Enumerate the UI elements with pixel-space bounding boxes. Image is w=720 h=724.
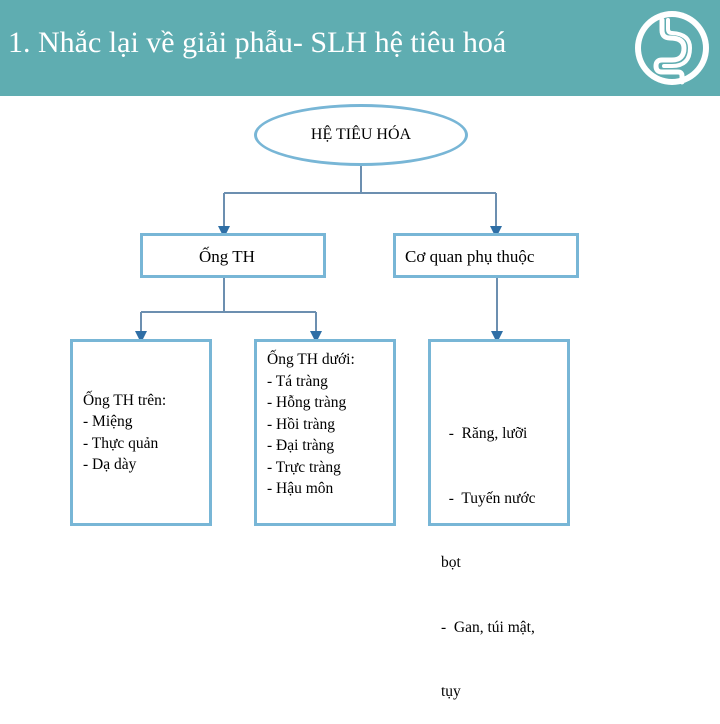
lower-tract-title: Ống TH dưới:	[267, 351, 355, 368]
list-item: - Hồi tràng	[267, 415, 336, 433]
lower-tract-node	[254, 339, 396, 526]
list-item: - Dạ dày	[83, 456, 137, 473]
upper-tract-node	[70, 339, 212, 526]
root-label: HỆ TIÊU HÓA	[310, 126, 412, 143]
ong-th-label: Ống TH	[199, 247, 255, 266]
list-item: - Răng, lưỡi	[441, 425, 528, 442]
upper-tract-title: Ống TH trên:	[83, 391, 167, 409]
slide-title: 1. Nhắc lại về giải phẫu- SLH hệ tiêu hoá	[8, 26, 507, 59]
list-item: - Hậu môn	[267, 480, 334, 497]
list-item: - Hỗng tràng	[267, 394, 347, 411]
list-item: - Miệng	[83, 413, 133, 430]
list-item: - Thực quản	[83, 434, 159, 452]
list-item: - Trực tràng	[267, 458, 341, 476]
list-item: - Đại tràng	[267, 437, 335, 454]
accessory-detail-node	[428, 339, 570, 700]
accessory-node	[393, 233, 579, 278]
accessory-label: Cơ quan phụ thuộc	[405, 247, 535, 266]
ong-th-node	[140, 233, 326, 278]
root-node	[254, 104, 468, 166]
list-item: bọt	[441, 554, 461, 571]
list-item: tụy	[441, 683, 461, 700]
list-item: - Tuyến nước	[441, 489, 536, 507]
list-item: - Tá tràng	[267, 372, 328, 390]
list-item: - Gan, túi mật,	[441, 618, 535, 636]
